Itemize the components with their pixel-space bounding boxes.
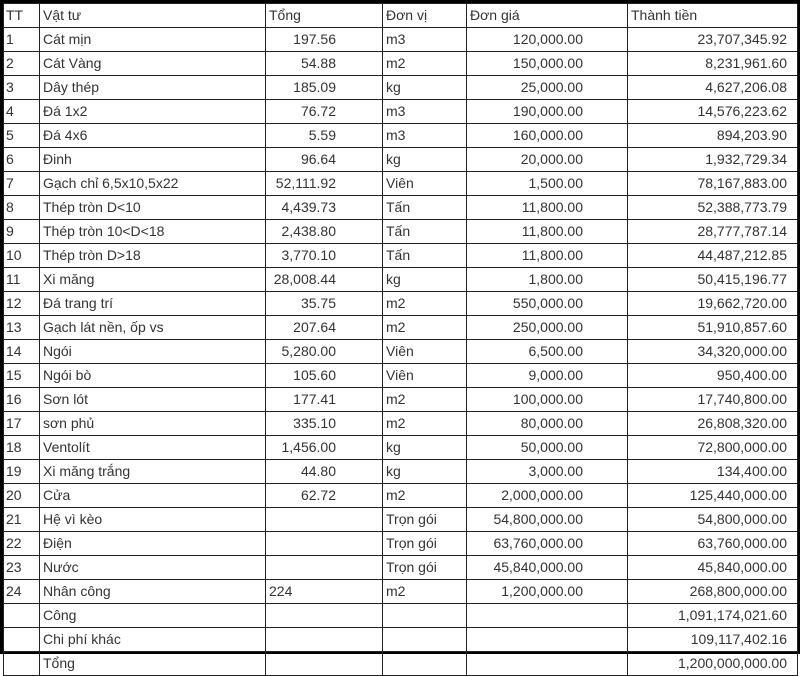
cell-amount: 28,777,787.14 (628, 220, 798, 244)
cell-amount: 134,400.00 (628, 460, 798, 484)
cell-item: Sơn lót (40, 388, 266, 412)
cell-amount: 19,662,720.00 (628, 292, 798, 316)
table-row (4, 340, 798, 364)
table-row (4, 76, 798, 100)
cell-price: 9,000.00 (467, 364, 628, 388)
cell-unit: Viên (383, 364, 467, 388)
cell-price: 50,000.00 (467, 436, 628, 460)
table-row (4, 388, 798, 412)
cell-item: Ngói bò (40, 364, 266, 388)
table-row (4, 436, 798, 460)
table-row (4, 364, 798, 388)
table-row (4, 196, 798, 220)
cell-item: Cát mịn (40, 28, 266, 52)
cell-tt: 21 (4, 508, 40, 532)
cell-price: 190,000.00 (467, 100, 628, 124)
cell-unit: m2 (383, 388, 467, 412)
cell-unit: m2 (383, 52, 467, 76)
cell-tt: 16 (4, 388, 40, 412)
cell-item: Gạch chỉ 6,5x10,5x22 (40, 172, 266, 196)
summary-row (4, 604, 798, 628)
cell-tt: 18 (4, 436, 40, 460)
cell-amount: 14,576,223.62 (628, 100, 798, 124)
cell-tt: 4 (4, 100, 40, 124)
cell-unit: Viên (383, 340, 467, 364)
cell-unit: kg (383, 436, 467, 460)
cell-total: 224 (266, 580, 383, 604)
cell-unit: m2 (383, 292, 467, 316)
cell-tt: 22 (4, 532, 40, 556)
cell-price: 25,000.00 (467, 76, 628, 100)
cell-item: Xi măng trắng (40, 460, 266, 484)
table-row (4, 292, 798, 316)
cell-price: 160,000.00 (467, 124, 628, 148)
cell-price: 63,760,000.00 (467, 532, 628, 556)
cell-unit: Tấn (383, 220, 467, 244)
cell-total: 335.10 (266, 412, 383, 436)
table-row (4, 268, 798, 292)
header-row (4, 4, 798, 28)
cell-unit: Tấn (383, 244, 467, 268)
header-unit: Đơn vị (383, 4, 467, 28)
cell-amount: 894,203.90 (628, 124, 798, 148)
cell-unit: kg (383, 268, 467, 292)
table-row (4, 124, 798, 148)
cell-amount: 51,910,857.60 (628, 316, 798, 340)
table-row (4, 28, 798, 52)
summary-row (4, 628, 798, 652)
cell-price: 2,000,000.00 (467, 484, 628, 508)
cell-unit: m3 (383, 100, 467, 124)
table-row (4, 556, 798, 580)
cell-total: 4,439.73 (266, 196, 383, 220)
cell-total (266, 628, 383, 652)
cell-item: Dây thép (40, 76, 266, 100)
cell-tt: 1 (4, 28, 40, 52)
table-row (4, 580, 798, 604)
cell-total (266, 652, 383, 676)
table-row (4, 244, 798, 268)
cell-amount: 26,808,320.00 (628, 412, 798, 436)
header-total: Tổng (266, 4, 383, 28)
cell-unit: m2 (383, 484, 467, 508)
cell-price: 80,000.00 (467, 412, 628, 436)
summary-row (4, 652, 798, 676)
table-row (4, 172, 798, 196)
table-row (4, 148, 798, 172)
cell-tt: 10 (4, 244, 40, 268)
cell-price: 54,800,000.00 (467, 508, 628, 532)
cell-item: Thép tròn D>18 (40, 244, 266, 268)
cell-amount: 78,167,883.00 (628, 172, 798, 196)
cell-amount: 23,707,345.92 (628, 28, 798, 52)
cell-amount: 50,415,196.77 (628, 268, 798, 292)
cell-item: Nước (40, 556, 266, 580)
cell-tt: 13 (4, 316, 40, 340)
table-row (4, 52, 798, 76)
cell-tt: 7 (4, 172, 40, 196)
cell-item: Cát Vàng (40, 52, 266, 76)
cell-unit (383, 652, 467, 676)
table-row (4, 316, 798, 340)
cell-total (266, 604, 383, 628)
cell-price: 550,000.00 (467, 292, 628, 316)
cell-price: 150,000.00 (467, 52, 628, 76)
cell-total: 52,111.92 (266, 172, 383, 196)
cell-total: 207.64 (266, 316, 383, 340)
cell-tt (4, 628, 40, 652)
cell-tt: 24 (4, 580, 40, 604)
cell-tt: 9 (4, 220, 40, 244)
cell-amount: 268,800,000.00 (628, 580, 798, 604)
cell-tt: 5 (4, 124, 40, 148)
cell-price (467, 604, 628, 628)
cell-price: 20,000.00 (467, 148, 628, 172)
cell-unit: m2 (383, 412, 467, 436)
cell-tt: 6 (4, 148, 40, 172)
cell-price: 11,800.00 (467, 196, 628, 220)
cell-price (467, 628, 628, 652)
cell-total: 35.75 (266, 292, 383, 316)
cell-total: 105.60 (266, 364, 383, 388)
cell-item: Ngói (40, 340, 266, 364)
cell-total: 28,008.44 (266, 268, 383, 292)
cell-unit: kg (383, 76, 467, 100)
header-tt: TT (4, 4, 40, 28)
cell-tt: 11 (4, 268, 40, 292)
cell-total: 1,456.00 (266, 436, 383, 460)
cell-total: 3,770.10 (266, 244, 383, 268)
cell-price (467, 652, 628, 676)
cell-unit: Trọn gói (383, 556, 467, 580)
cell-unit: m3 (383, 124, 467, 148)
cell-tt (4, 652, 40, 676)
cell-item: Điện (40, 532, 266, 556)
cell-amount: 54,800,000.00 (628, 508, 798, 532)
cell-price: 3,000.00 (467, 460, 628, 484)
cell-unit (383, 628, 467, 652)
cell-tt: 2 (4, 52, 40, 76)
cell-item: Đá trang trí (40, 292, 266, 316)
cell-unit: Trọn gói (383, 508, 467, 532)
cell-amount: 8,231,961.60 (628, 52, 798, 76)
cell-total: 96.64 (266, 148, 383, 172)
cell-tt: 17 (4, 412, 40, 436)
cell-amount: 125,440,000.00 (628, 484, 798, 508)
cell-tt: 3 (4, 76, 40, 100)
cell-amount: 45,840,000.00 (628, 556, 798, 580)
cell-amount: 17,740,800.00 (628, 388, 798, 412)
cell-tt: 19 (4, 460, 40, 484)
cell-unit: kg (383, 460, 467, 484)
cell-total (266, 508, 383, 532)
cell-total: 54.88 (266, 52, 383, 76)
cell-item: Gạch lát nền, ốp vs (40, 316, 266, 340)
cell-tt: 20 (4, 484, 40, 508)
cell-unit: Tấn (383, 196, 467, 220)
summary-label: Tổng (40, 652, 266, 676)
cell-price: 1,800.00 (467, 268, 628, 292)
cell-amount: 1,932,729.34 (628, 148, 798, 172)
table-row (4, 412, 798, 436)
cell-total: 5,280.00 (266, 340, 383, 364)
cell-price: 1,500.00 (467, 172, 628, 196)
cell-unit: m2 (383, 316, 467, 340)
cell-item: Thép tròn 10<D<18 (40, 220, 266, 244)
cell-tt: 23 (4, 556, 40, 580)
cell-total: 62.72 (266, 484, 383, 508)
cell-total: 177.41 (266, 388, 383, 412)
cell-item: Nhân công (40, 580, 266, 604)
cell-amount: 4,627,206.08 (628, 76, 798, 100)
cell-amount: 34,320,000.00 (628, 340, 798, 364)
material-cost-table (3, 3, 798, 676)
cell-item: Đá 1x2 (40, 100, 266, 124)
table-row (4, 508, 798, 532)
cell-unit: m3 (383, 28, 467, 52)
cell-tt: 15 (4, 364, 40, 388)
summary-amount: 1,200,000,000.00 (628, 652, 798, 676)
summary-label: Chi phí khác (40, 628, 266, 652)
table-row (4, 484, 798, 508)
cell-item: Ventolít (40, 436, 266, 460)
cell-price: 45,840,000.00 (467, 556, 628, 580)
cell-price: 120,000.00 (467, 28, 628, 52)
table-row (4, 460, 798, 484)
cell-item: Thép tròn D<10 (40, 196, 266, 220)
cell-item: Hệ vì kèo (40, 508, 266, 532)
cell-total: 76.72 (266, 100, 383, 124)
summary-amount: 109,117,402.16 (628, 628, 798, 652)
cell-total (266, 532, 383, 556)
header-amount: Thành tiền (628, 4, 798, 28)
cell-total: 2,438.80 (266, 220, 383, 244)
cell-unit: Trọn gói (383, 532, 467, 556)
cell-price: 250,000.00 (467, 316, 628, 340)
cell-item: sơn phủ (40, 412, 266, 436)
cell-unit: m2 (383, 580, 467, 604)
cell-total: 44.80 (266, 460, 383, 484)
table-row (4, 220, 798, 244)
header-item: Vật tư (40, 4, 266, 28)
cell-unit: Viên (383, 172, 467, 196)
summary-amount: 1,091,174,021.60 (628, 604, 798, 628)
cell-item: Cửa (40, 484, 266, 508)
summary-label: Công (40, 604, 266, 628)
cell-tt: 8 (4, 196, 40, 220)
cell-amount: 63,760,000.00 (628, 532, 798, 556)
table-row (4, 532, 798, 556)
cell-price: 100,000.00 (467, 388, 628, 412)
header-price: Đơn giá (467, 4, 628, 28)
cell-total: 185.09 (266, 76, 383, 100)
cell-item: Xi măng (40, 268, 266, 292)
cell-unit: kg (383, 148, 467, 172)
cell-tt: 14 (4, 340, 40, 364)
cell-unit (383, 604, 467, 628)
cell-total: 197.56 (266, 28, 383, 52)
cell-item: Đá 4x6 (40, 124, 266, 148)
cell-amount: 44,487,212.85 (628, 244, 798, 268)
cell-price: 11,800.00 (467, 220, 628, 244)
cell-tt (4, 604, 40, 628)
cell-price: 1,200,000.00 (467, 580, 628, 604)
cell-tt: 12 (4, 292, 40, 316)
cell-item: Đinh (40, 148, 266, 172)
cell-amount: 72,800,000.00 (628, 436, 798, 460)
cell-total: 5.59 (266, 124, 383, 148)
cell-amount: 52,388,773.79 (628, 196, 798, 220)
table-row (4, 100, 798, 124)
cell-price: 6,500.00 (467, 340, 628, 364)
cell-total (266, 556, 383, 580)
cell-amount: 950,400.00 (628, 364, 798, 388)
cell-price: 11,800.00 (467, 244, 628, 268)
